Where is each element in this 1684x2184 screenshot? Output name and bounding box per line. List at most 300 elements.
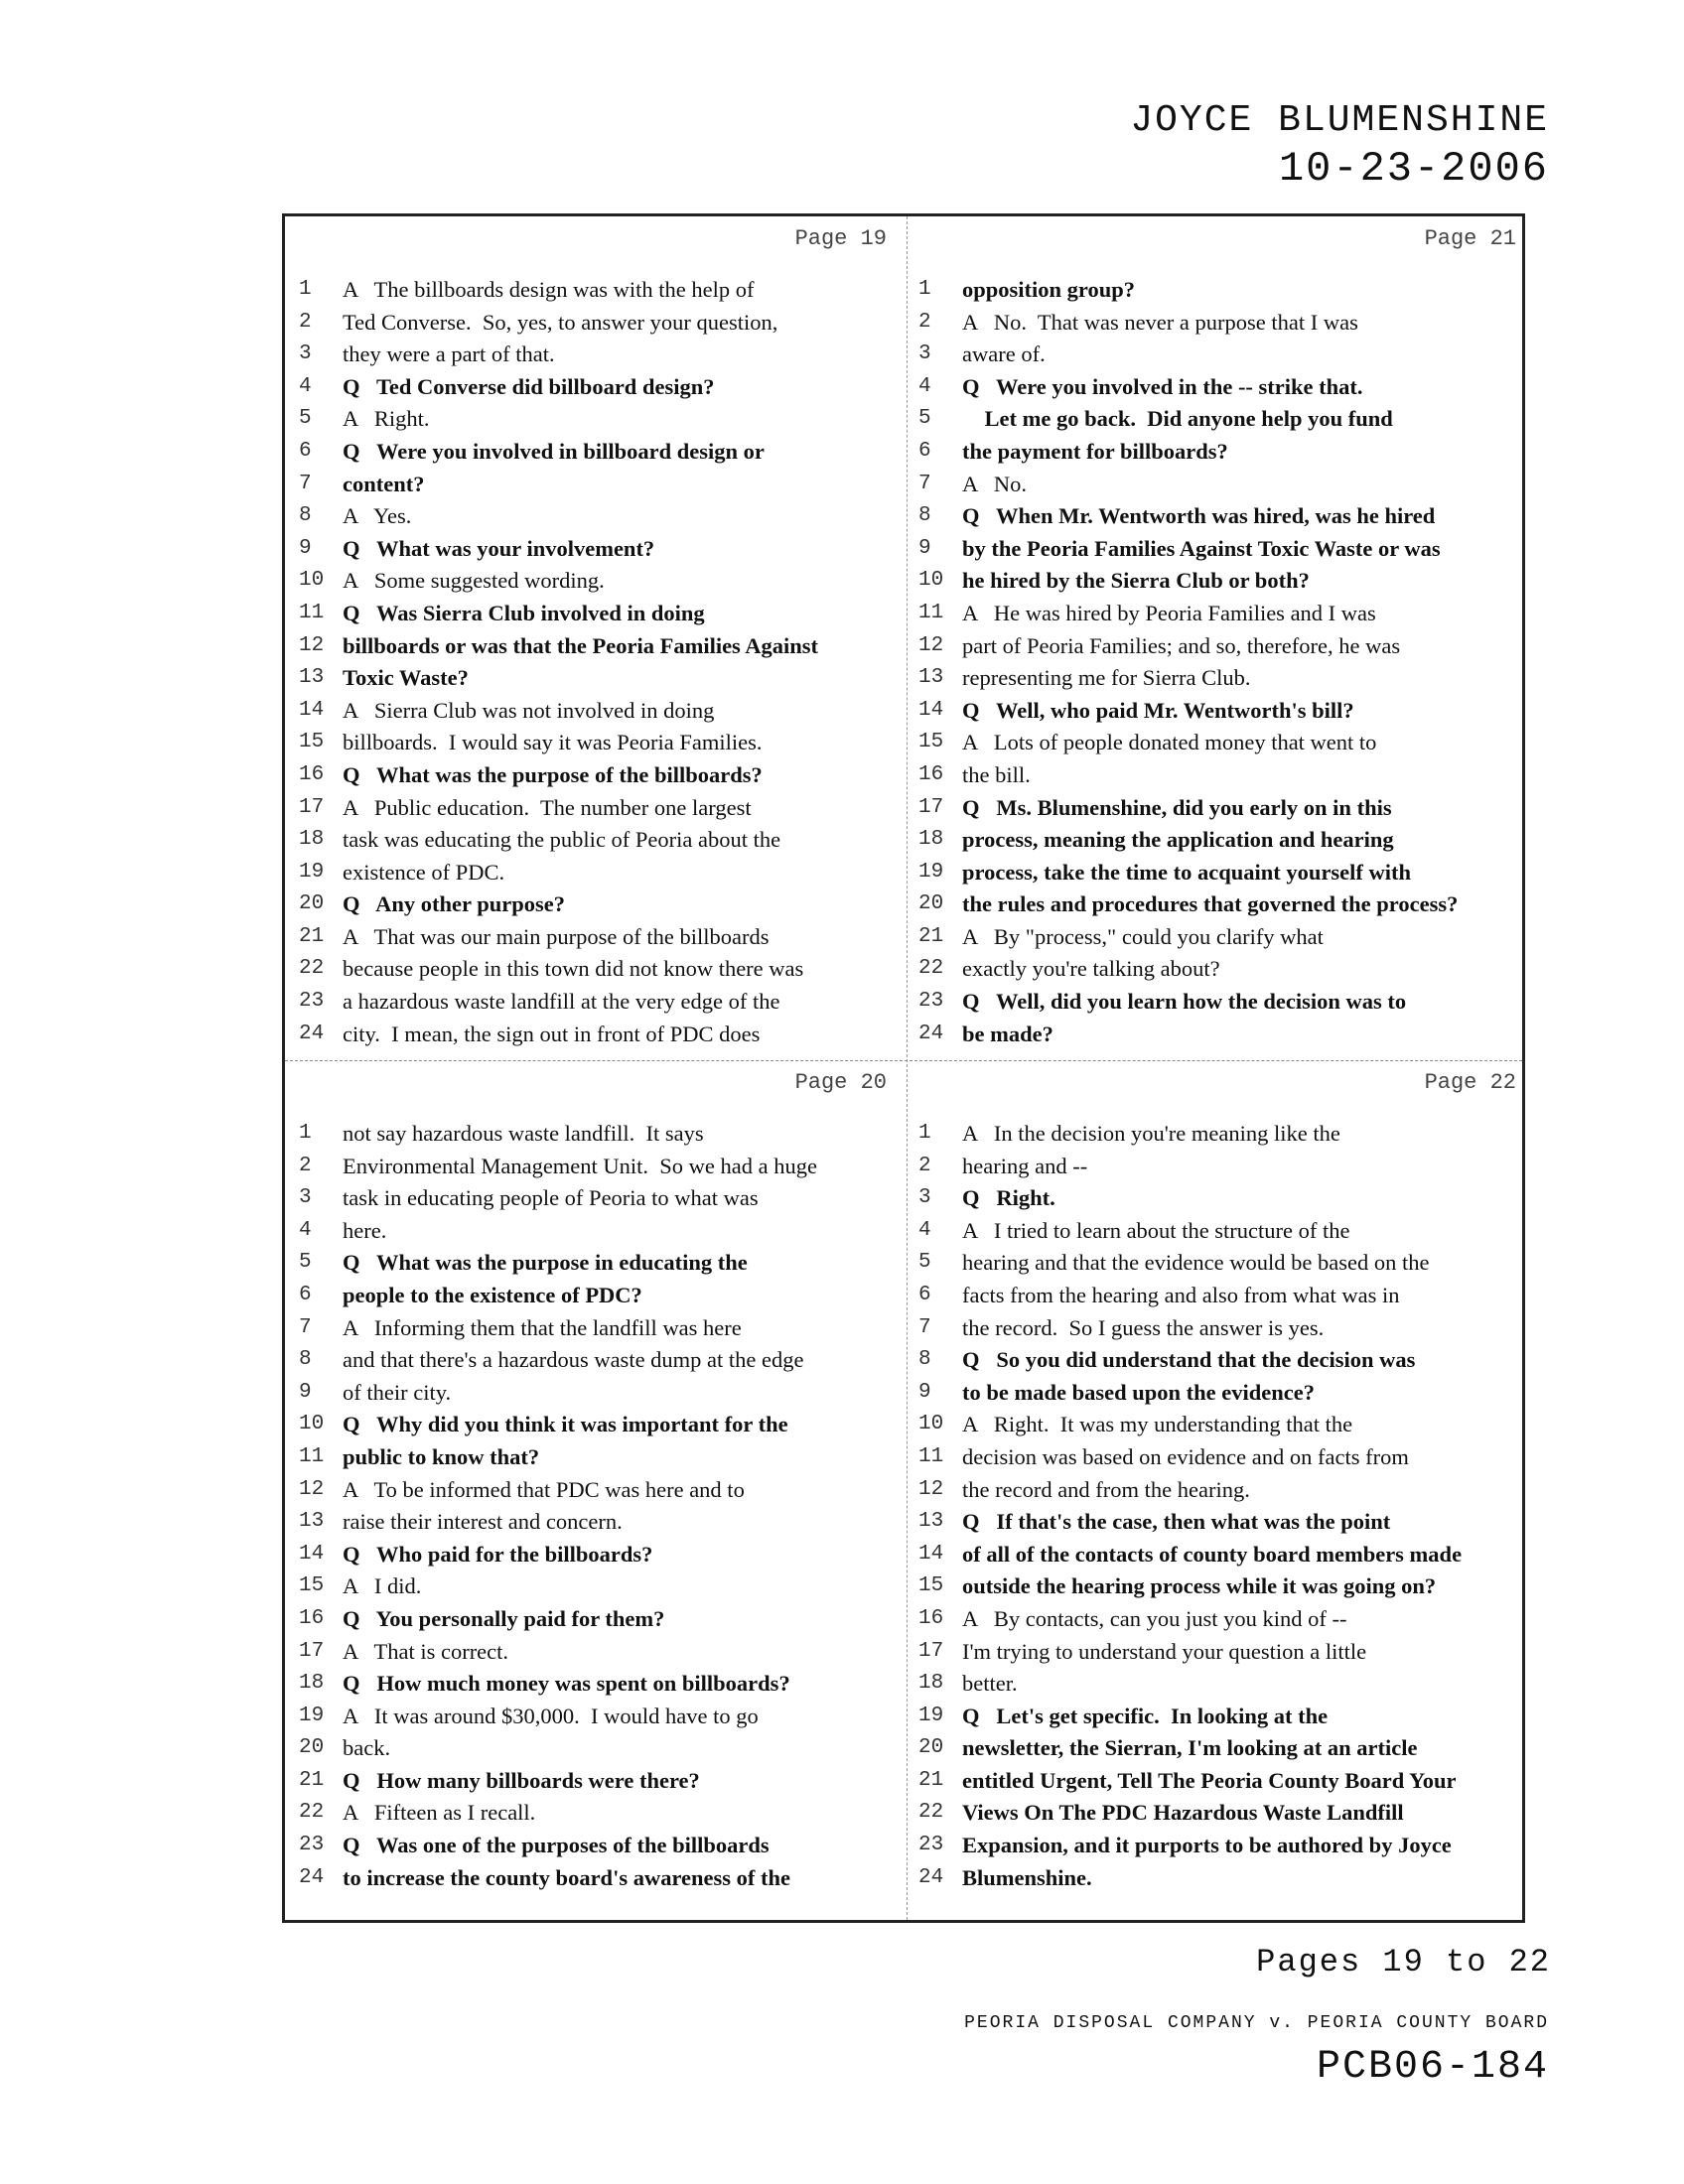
transcript-line <box>907 1118 1528 1151</box>
transcript-lines <box>285 274 907 1050</box>
line-text: Q Was Sierra Club involved in doing <box>343 600 705 625</box>
line-text: existence of PDC. <box>343 859 505 885</box>
transcript-line <box>285 1312 907 1345</box>
line-text: the record. So I guess the answer is yes. <box>962 1314 1325 1340</box>
transcript-line <box>907 1377 1528 1410</box>
line-number: 6 <box>918 1283 931 1306</box>
line-number: 23 <box>299 1834 325 1857</box>
line-text: Environmental Management Unit. So we had a huge <box>343 1153 818 1178</box>
transcript-line <box>907 824 1528 857</box>
line-number: 16 <box>299 1606 325 1630</box>
line-number: 22 <box>299 957 325 981</box>
line-text: A Sierra Club was not involved in doing <box>343 697 715 723</box>
transcript-line <box>285 1603 907 1636</box>
transcript-line <box>907 533 1528 566</box>
line-text: opposition group? <box>962 277 1136 302</box>
transcript-line <box>285 1215 907 1248</box>
transcript-line <box>285 500 907 533</box>
transcript-page-20 <box>285 1060 907 1904</box>
line-number: 3 <box>299 342 312 366</box>
line-text: A I did. <box>343 1573 422 1599</box>
line-number: 4 <box>918 1218 931 1242</box>
line-text: here. <box>343 1217 387 1243</box>
transcript-line <box>285 1862 907 1895</box>
transcript-lines <box>907 1118 1528 1894</box>
transcript-line <box>285 921 907 954</box>
transcript-line <box>285 1118 907 1151</box>
transcript-line <box>907 469 1528 501</box>
transcript-line <box>907 1506 1528 1539</box>
line-number: 11 <box>299 1444 325 1468</box>
line-text: facts from the hearing and also from what was in <box>962 1282 1400 1307</box>
line-number: 20 <box>299 1736 325 1760</box>
transcript-line <box>285 1506 907 1539</box>
transcript-line <box>907 662 1528 695</box>
line-number: 23 <box>918 1834 944 1857</box>
line-number: 12 <box>299 1477 325 1501</box>
transcript-line <box>285 1570 907 1603</box>
transcript-line <box>285 1409 907 1441</box>
line-number: 3 <box>918 342 931 366</box>
page-label: Page 22 <box>1424 1070 1516 1095</box>
deposition-date: 10-23-2006 <box>1278 145 1549 193</box>
line-text: Toxic Waste? <box>343 665 469 691</box>
line-number: 18 <box>299 828 325 852</box>
transcript-page-21 <box>907 216 1528 1060</box>
page-label: Page 20 <box>794 1070 887 1095</box>
line-text: back. <box>343 1735 391 1761</box>
line-number: 24 <box>918 1865 944 1889</box>
transcript-line <box>907 1280 1528 1312</box>
transcript-line <box>285 1830 907 1862</box>
transcript-line <box>285 986 907 1019</box>
line-number: 3 <box>299 1186 312 1210</box>
transcript-line <box>907 1539 1528 1571</box>
line-number: 14 <box>299 1542 325 1566</box>
witness-name: JOYCE BLUMENSHINE <box>1130 99 1549 142</box>
line-text: Q So you did understand that the decision was <box>962 1347 1416 1373</box>
line-number: 23 <box>299 990 325 1014</box>
line-number: 2 <box>299 1154 312 1177</box>
line-text: A The billboards design was with the help of <box>343 277 755 302</box>
transcript-line <box>907 1247 1528 1280</box>
line-number: 4 <box>918 374 931 398</box>
line-text: Let me go back. Did anyone help you fund <box>962 406 1393 432</box>
line-text: better. <box>962 1671 1018 1697</box>
line-text: Q Ted Converse did billboard design? <box>343 373 715 399</box>
transcript-line <box>907 500 1528 533</box>
transcript-line <box>285 1247 907 1280</box>
line-text: A Some suggested wording. <box>343 568 605 594</box>
line-number: 20 <box>918 892 944 916</box>
transcript-line <box>907 695 1528 728</box>
line-number: 18 <box>299 1672 325 1696</box>
transcript-page-19 <box>285 216 907 1060</box>
line-number: 11 <box>918 601 944 624</box>
line-text: A That was our main purpose of the billboards <box>343 923 770 949</box>
line-number: 13 <box>299 1510 325 1534</box>
line-text: to be made based upon the evidence? <box>962 1379 1316 1405</box>
transcript-line <box>907 1215 1528 1248</box>
transcript-line <box>907 630 1528 663</box>
line-text: A No. <box>962 471 1028 496</box>
line-number: 13 <box>918 666 944 690</box>
page-label: Page 21 <box>1424 226 1516 251</box>
line-number: 18 <box>918 828 944 852</box>
transcript-line <box>285 307 907 340</box>
line-text: Blumenshine. <box>962 1864 1092 1890</box>
transcript-line <box>285 1701 907 1733</box>
line-number: 16 <box>299 762 325 786</box>
line-number: 7 <box>299 1315 312 1339</box>
transcript-line <box>907 1409 1528 1441</box>
line-text: the rules and procedures that governed the process? <box>962 891 1459 917</box>
transcript-line <box>907 403 1528 436</box>
line-text: be made? <box>962 1021 1053 1046</box>
line-text: A Informing them that the landfill was here <box>343 1314 742 1340</box>
line-number: 7 <box>918 472 931 495</box>
transcript-line <box>907 1636 1528 1669</box>
line-text: decision was based on evidence and on facts from <box>962 1443 1409 1469</box>
line-text: Q Let's get specific. In looking at the <box>962 1703 1329 1728</box>
line-number: 15 <box>299 1574 325 1598</box>
transcript-line <box>285 792 907 825</box>
line-number: 24 <box>299 1022 325 1045</box>
line-number: 16 <box>918 1606 944 1630</box>
transcript-line <box>907 1830 1528 1862</box>
line-text: A It was around $30,000. I would have to go <box>343 1703 759 1728</box>
transcript-line <box>285 630 907 663</box>
line-text: Q Ms. Blumenshine, did you early on in this <box>962 794 1392 820</box>
line-number: 1 <box>299 1122 312 1145</box>
transcript-line <box>285 1019 907 1051</box>
transcript-line <box>285 695 907 728</box>
transcript-line <box>907 888 1528 921</box>
line-number: 18 <box>918 1672 944 1696</box>
transcript-line <box>907 857 1528 889</box>
case-number: PCB06-184 <box>1316 2045 1549 2090</box>
line-number: 19 <box>918 860 944 884</box>
line-number: 7 <box>299 472 312 495</box>
line-text: content? <box>343 471 425 496</box>
line-number: 8 <box>918 1348 931 1372</box>
line-number: 22 <box>918 1801 944 1825</box>
line-number: 4 <box>299 1218 312 1242</box>
line-number: 6 <box>299 439 312 463</box>
line-text: raise their interest and concern. <box>343 1509 623 1535</box>
line-text: A Lots of people donated money that went to <box>962 730 1377 755</box>
line-text: Q Well, did you learn how the decision was to <box>962 989 1407 1015</box>
line-text: to increase the county board's awareness of the <box>343 1864 791 1890</box>
transcript-line <box>285 1765 907 1798</box>
line-number: 6 <box>299 1283 312 1306</box>
transcript-line <box>907 921 1528 954</box>
line-text: Q What was your involvement? <box>343 535 655 561</box>
transcript-line <box>285 533 907 566</box>
line-text: A In the decision you're meaning like the <box>962 1121 1340 1146</box>
line-number: 9 <box>299 536 312 560</box>
line-text: A Yes. <box>343 503 412 529</box>
line-text: and that there's a hazardous waste dump at the edge <box>343 1347 804 1373</box>
transcript-line <box>285 1441 907 1474</box>
line-number: 19 <box>918 1704 944 1727</box>
line-number: 21 <box>918 924 944 948</box>
transcript-line <box>907 953 1528 986</box>
line-number: 8 <box>299 1348 312 1372</box>
line-text: Q What was the purpose of the billboards? <box>343 761 763 787</box>
line-text: Q How many billboards were there? <box>343 1767 700 1793</box>
transcript-line <box>285 469 907 501</box>
line-number: 9 <box>918 1380 931 1404</box>
line-text: Q Any other purpose? <box>343 891 565 917</box>
transcript-line <box>907 1182 1528 1215</box>
transcript-line <box>285 1636 907 1669</box>
line-text: A By "process," could you clarify what <box>962 923 1324 949</box>
line-number: 21 <box>299 1768 325 1792</box>
line-number: 19 <box>299 1704 325 1727</box>
line-text: public to know that? <box>343 1443 540 1469</box>
line-number: 23 <box>918 990 944 1014</box>
line-number: 7 <box>918 1315 931 1339</box>
line-number: 5 <box>299 1251 312 1275</box>
line-number: 2 <box>299 310 312 334</box>
line-text: by the Peoria Families Against Toxic Waste or was <box>962 535 1441 561</box>
transcript-line <box>285 727 907 759</box>
line-text: of their city. <box>343 1379 452 1405</box>
transcript-line <box>907 1862 1528 1895</box>
line-text: A To be informed that PDC was here and to <box>343 1476 745 1502</box>
case-caption: PEORIA DISPOSAL COMPANY v. PEORIA COUNTY BOARD <box>964 2013 1549 2033</box>
line-text: Q Was one of the purposes of the billboards <box>343 1833 770 1858</box>
line-text: A I tried to learn about the structure of the <box>962 1217 1350 1243</box>
line-number: 20 <box>918 1736 944 1760</box>
transcript-line <box>285 1280 907 1312</box>
transcript-line <box>907 1732 1528 1765</box>
transcript-line <box>907 1344 1528 1377</box>
line-number: 1 <box>299 278 312 301</box>
line-number: 22 <box>299 1801 325 1825</box>
transcript-line <box>907 274 1528 307</box>
line-number: 8 <box>918 504 931 528</box>
line-text: the bill. <box>962 761 1031 787</box>
line-text: Q What was the purpose in educating the <box>343 1250 748 1276</box>
transcript-line <box>285 1797 907 1830</box>
line-text: Views On The PDC Hazardous Waste Landfill <box>962 1800 1404 1826</box>
line-text: A He was hired by Peoria Families and I was <box>962 600 1376 625</box>
line-text: billboards. I would say it was Peoria Families. <box>343 730 763 755</box>
line-number: 17 <box>918 1639 944 1663</box>
line-text: aware of. <box>962 341 1046 367</box>
line-number: 1 <box>918 278 931 301</box>
line-text: A Public education. The number one largest <box>343 794 752 820</box>
line-number: 14 <box>299 698 325 722</box>
transcript-page-22 <box>907 1060 1528 1904</box>
transcript-line <box>907 1151 1528 1183</box>
line-text: Q How much money was spent on billboards? <box>343 1671 790 1697</box>
line-text: process, take the time to acquaint yourself with <box>962 859 1412 885</box>
line-number: 5 <box>918 407 931 431</box>
line-text: a hazardous waste landfill at the very edge of the <box>343 989 780 1015</box>
line-number: 2 <box>918 1154 931 1177</box>
line-number: 20 <box>299 892 325 916</box>
transcript-line <box>907 759 1528 792</box>
line-text: newsletter, the Sierran, I'm looking at an article <box>962 1735 1418 1761</box>
line-text: representing me for Sierra Club. <box>962 665 1251 691</box>
line-number: 17 <box>299 1639 325 1663</box>
transcript-line <box>907 1765 1528 1798</box>
transcript-line <box>907 1603 1528 1636</box>
line-number: 8 <box>299 504 312 528</box>
line-number: 12 <box>918 1477 944 1501</box>
page-range: Pages 19 to 22 <box>1256 1944 1551 1980</box>
line-text: the payment for billboards? <box>962 438 1228 464</box>
line-number: 17 <box>299 795 325 819</box>
line-number: 10 <box>299 569 325 593</box>
line-text: the record and from the hearing. <box>962 1476 1250 1502</box>
transcript-lines <box>285 1118 907 1894</box>
line-text: Q Why did you think it was important for the <box>343 1412 788 1437</box>
transcript-line <box>907 598 1528 630</box>
line-number: 15 <box>918 731 944 754</box>
transcript-line <box>907 727 1528 759</box>
transcript-line <box>285 1377 907 1410</box>
transcript-line <box>285 1182 907 1215</box>
transcript-line <box>285 339 907 371</box>
transcript-line <box>285 1151 907 1183</box>
line-text: people to the existence of PDC? <box>343 1282 642 1307</box>
line-number: 24 <box>918 1022 944 1045</box>
line-text: part of Peoria Families; and so, therefore, he was <box>962 632 1401 658</box>
line-text: Q Were you involved in the -- strike that. <box>962 373 1363 399</box>
transcript-line <box>907 792 1528 825</box>
transcript-line <box>907 1797 1528 1830</box>
transcript-line <box>907 986 1528 1019</box>
line-text: outside the hearing process while it was going on? <box>962 1573 1437 1599</box>
line-number: 17 <box>918 795 944 819</box>
line-text: they were a part of that. <box>343 341 555 367</box>
transcript-line <box>285 598 907 630</box>
line-text: A By contacts, can you just you kind of -- <box>962 1605 1347 1631</box>
line-text: Q You personally paid for them? <box>343 1605 665 1631</box>
transcript-line <box>907 1019 1528 1051</box>
transcript-line <box>285 824 907 857</box>
line-number: 21 <box>299 924 325 948</box>
transcript-line <box>285 953 907 986</box>
transcript-line <box>285 274 907 307</box>
line-number: 14 <box>918 698 944 722</box>
line-text: Q Were you involved in billboard design or <box>343 438 765 464</box>
transcript-line <box>907 1312 1528 1345</box>
line-text: Q Well, who paid Mr. Wentworth's bill? <box>962 697 1354 723</box>
line-text: exactly you're talking about? <box>962 956 1220 982</box>
transcript-line <box>285 662 907 695</box>
line-text: Q Who paid for the billboards? <box>343 1541 653 1567</box>
line-number: 12 <box>299 633 325 657</box>
line-number: 13 <box>299 666 325 690</box>
line-number: 5 <box>299 407 312 431</box>
line-text: entitled Urgent, Tell The Peoria County Board Your <box>962 1767 1457 1793</box>
line-number: 1 <box>918 1122 931 1145</box>
line-number: 16 <box>918 762 944 786</box>
line-number: 9 <box>299 1380 312 1404</box>
transcript-line <box>285 1668 907 1701</box>
transcript-line <box>285 1474 907 1507</box>
transcript-line <box>907 1668 1528 1701</box>
transcript-line <box>285 888 907 921</box>
line-number: 4 <box>299 374 312 398</box>
line-text: Q If that's the case, then what was the point <box>962 1509 1391 1535</box>
line-text: Q When Mr. Wentworth was hired, was he hired <box>962 503 1436 529</box>
line-number: 3 <box>918 1186 931 1210</box>
line-text: hearing and -- <box>962 1153 1088 1178</box>
line-number: 10 <box>918 569 944 593</box>
line-number: 19 <box>299 860 325 884</box>
transcript-line <box>907 339 1528 371</box>
line-number: 11 <box>299 601 325 624</box>
line-number: 6 <box>918 439 931 463</box>
transcript-line <box>907 1441 1528 1474</box>
line-text: task in educating people of Peoria to what was <box>343 1185 759 1211</box>
transcript-line <box>285 403 907 436</box>
line-text: A Right. <box>343 406 430 432</box>
transcript-line <box>285 371 907 404</box>
transcript-lines <box>907 274 1528 1050</box>
line-number: 15 <box>299 731 325 754</box>
transcript-line <box>285 436 907 469</box>
transcript-line <box>907 565 1528 598</box>
transcript-line <box>285 759 907 792</box>
line-number: 5 <box>918 1251 931 1275</box>
line-number: 24 <box>299 1865 325 1889</box>
line-number: 12 <box>918 633 944 657</box>
line-text: billboards or was that the Peoria Families Against <box>343 632 818 658</box>
line-text: A Fifteen as I recall. <box>343 1800 536 1826</box>
line-number: 22 <box>918 957 944 981</box>
line-text: hearing and that the evidence would be based on the <box>962 1250 1430 1276</box>
line-number: 10 <box>299 1413 325 1436</box>
transcript-line <box>285 1344 907 1377</box>
page-label: Page 19 <box>794 226 887 251</box>
line-number: 9 <box>918 536 931 560</box>
line-text: city. I mean, the sign out in front of PDC does <box>343 1021 761 1046</box>
transcript-line <box>285 1539 907 1571</box>
line-number: 2 <box>918 310 931 334</box>
line-text: Q Right. <box>962 1185 1055 1211</box>
line-text: not say hazardous waste landfill. It says <box>343 1121 704 1146</box>
line-text: because people in this town did not know there was <box>343 956 804 982</box>
line-number: 14 <box>918 1542 944 1566</box>
line-text: Ted Converse. So, yes, to answer your question, <box>343 309 778 335</box>
line-number: 15 <box>918 1574 944 1598</box>
line-text: process, meaning the application and hearing <box>962 827 1394 853</box>
line-text: task was educating the public of Peoria about the <box>343 827 781 853</box>
line-text: A No. That was never a purpose that I was <box>962 309 1358 335</box>
line-number: 11 <box>918 1444 944 1468</box>
line-text: of all of the contacts of county board members made <box>962 1541 1463 1567</box>
transcript-line <box>907 1701 1528 1733</box>
transcript-frame <box>282 213 1525 1923</box>
transcript-line <box>907 1570 1528 1603</box>
line-text: A Right. It was my understanding that the <box>962 1412 1353 1437</box>
line-text: he hired by the Sierra Club or both? <box>962 568 1310 594</box>
line-text: I'm trying to understand your question a little <box>962 1638 1367 1664</box>
line-text: Expansion, and it purports to be authored by Joyce <box>962 1833 1452 1858</box>
transcript-line <box>285 857 907 889</box>
transcript-line <box>907 1474 1528 1507</box>
transcript-line <box>907 436 1528 469</box>
transcript-line <box>907 307 1528 340</box>
transcript-line <box>907 371 1528 404</box>
